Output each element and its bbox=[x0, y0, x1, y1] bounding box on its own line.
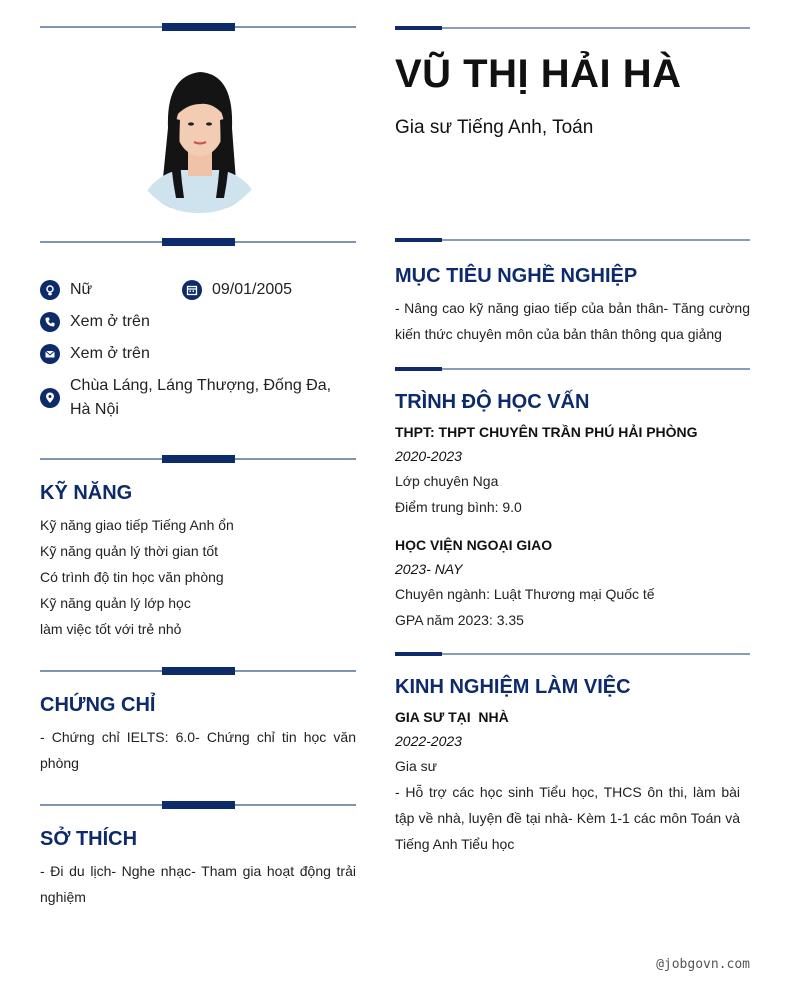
objective-title: MỤC TIÊU NGHỀ NGHIỆP bbox=[395, 265, 638, 287]
hobbies-text: - Đi du lịch- Nghe nhạc- Tham gia hoạt động trải nghiệm bbox=[40, 863, 356, 905]
birthdate-row bbox=[182, 278, 292, 302]
phone-icon bbox=[40, 312, 60, 332]
experience-position: Gia sư bbox=[395, 758, 438, 774]
gender-row bbox=[40, 278, 92, 302]
skill-item: Kỹ năng quản lý lớp học bbox=[40, 595, 191, 611]
gender-value: Nữ bbox=[70, 281, 93, 298]
experience-item bbox=[395, 705, 740, 857]
education-school: THPT: THPT CHUYÊN TRẦN PHÚ HẢI PHÒNG bbox=[395, 424, 698, 440]
skill-item: Kỹ năng giao tiếp Tiếng Anh ổn bbox=[40, 517, 234, 533]
education-divider bbox=[395, 367, 750, 372]
left-contact-divider bbox=[40, 238, 356, 246]
certificates-divider bbox=[40, 667, 356, 675]
address-value: Chùa Láng, Láng Thượng, Đống Đa, Hà Nội bbox=[70, 377, 332, 418]
phone-row bbox=[40, 310, 150, 334]
education-item bbox=[395, 533, 750, 633]
experience-divider bbox=[395, 652, 750, 657]
education-school: HỌC VIỆN NGOẠI GIAO bbox=[395, 537, 553, 553]
right-top-divider bbox=[395, 26, 750, 31]
education-years: 2020-2023 bbox=[395, 448, 462, 464]
candidate-role: Gia sư Tiếng Anh, Toán bbox=[395, 117, 594, 138]
hobbies-divider bbox=[40, 801, 356, 809]
calendar-icon bbox=[182, 280, 202, 300]
education-detail: Chuyên ngành: Luật Thương mại Quốc tế bbox=[395, 586, 655, 602]
email-value: Xem ở trên bbox=[70, 345, 150, 362]
skill-item: Có trình độ tin học văn phòng bbox=[40, 569, 224, 585]
left-top-divider bbox=[40, 23, 356, 31]
candidate-name: VŨ THỊ HẢI HÀ bbox=[395, 52, 682, 96]
objective-divider bbox=[395, 238, 750, 243]
birthdate-value: 09/01/2005 bbox=[212, 281, 293, 298]
education-title: TRÌNH ĐỘ HỌC VẤN bbox=[395, 391, 590, 413]
education-years: 2023- NAY bbox=[395, 561, 463, 577]
hobbies-title: SỞ THÍCH bbox=[40, 828, 138, 850]
mail-icon bbox=[40, 344, 60, 364]
education-detail: Lớp chuyên Nga bbox=[395, 473, 499, 489]
address-row bbox=[40, 374, 356, 422]
certificates-title: CHỨNG CHỈ bbox=[40, 694, 156, 716]
experience-years: 2022-2023 bbox=[395, 733, 462, 749]
objective-text: - Nâng cao kỹ năng giao tiếp của bản thân- Tăng cường kiến thức chuyên môn của bản thân thông qua giảng bbox=[395, 300, 750, 342]
watermark: @jobgovn.com bbox=[656, 957, 750, 972]
education-detail: Điểm trung bình: 9.0 bbox=[395, 499, 522, 515]
skills-title: KỸ NĂNG bbox=[40, 482, 133, 504]
skills-divider bbox=[40, 455, 356, 463]
skills-list bbox=[40, 512, 356, 642]
avatar bbox=[128, 58, 270, 213]
experience-title: KINH NGHIỆM LÀM VIỆC bbox=[395, 676, 631, 698]
education-item bbox=[395, 420, 750, 520]
skill-item: Kỹ năng quản lý thời gian tốt bbox=[40, 543, 219, 559]
phone-value: Xem ở trên bbox=[70, 313, 150, 330]
experience-description: - Hỗ trợ các học sinh Tiểu học, THCS ôn thi, làm bài tập về nhà, luyện đề tại nhà- Kèm 1-1 các môn Toán và Tiếng Anh Tiểu học bbox=[395, 784, 740, 852]
email-row bbox=[40, 342, 150, 366]
gender-icon bbox=[40, 280, 60, 300]
location-pin-icon bbox=[40, 388, 60, 408]
experience-company: GIA SƯ TẠI NHÀ bbox=[395, 709, 509, 725]
education-detail: GPA năm 2023: 3.35 bbox=[395, 612, 524, 628]
certificates-text: - Chứng chỉ IELTS: 6.0- Chứng chỉ tin học văn phòng bbox=[40, 729, 356, 771]
skill-item: làm việc tốt với trẻ nhỏ bbox=[40, 621, 182, 637]
